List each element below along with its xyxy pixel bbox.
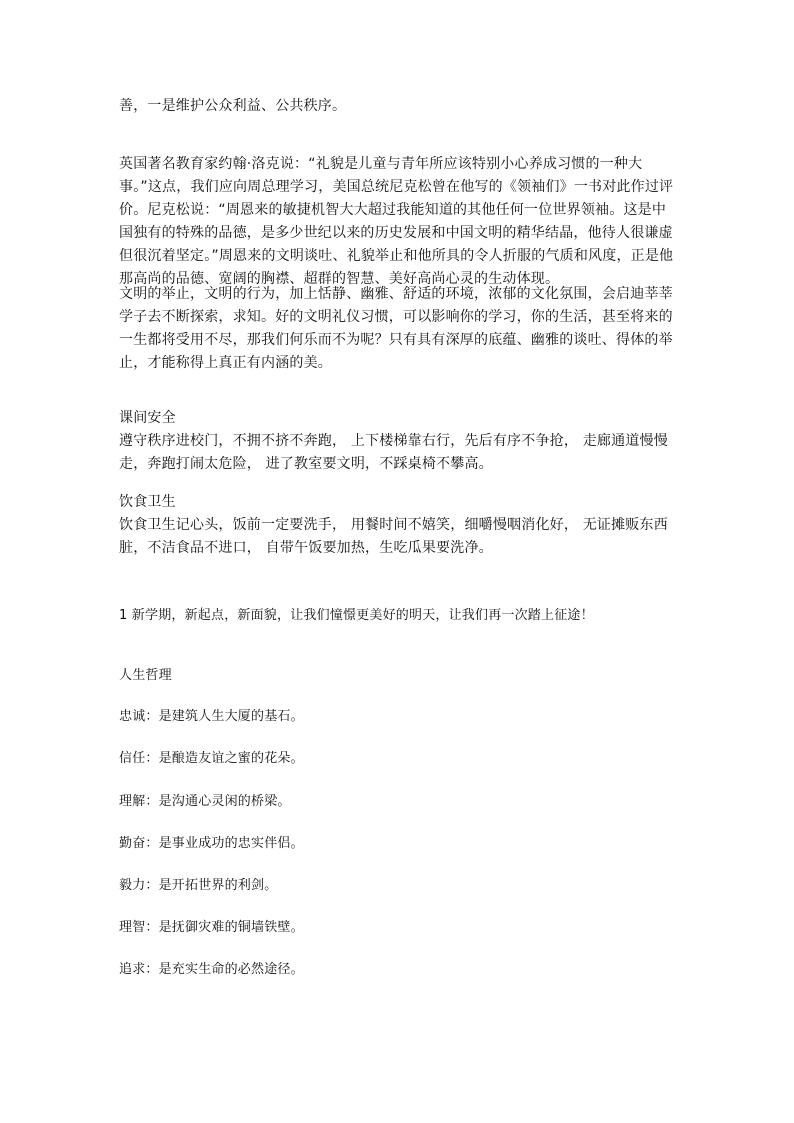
heading-life-philosophy: 人生哲理	[119, 668, 172, 683]
paragraph-civilized-behavior: 文明的举止，文明的行为，加上恬静、幽雅、舒适的环境，浓郁的文化氛围，会启迪莘莘学子去不断探索，求知。好的文明礼仪习惯，可以影响你的学习，你的生活，甚至将来的一生都将受用不尽，那我们何乐而不为呢？只有具有深厚的底蕴、幽雅的谈吐、得体的举止，才能称得上真正有内涵的美。	[119, 286, 673, 371]
slogan-new-semester: 1 新学期，新起点，新面貌，让我们憧憬更美好的明天，让我们再一次踏上征途！	[119, 608, 594, 623]
list-item: 毅力：是开拓世界的利剑。	[119, 878, 278, 893]
heading-recess-safety: 课间安全	[119, 410, 176, 426]
list-item: 忠诚：是建筑人生大厦的基石。	[119, 709, 304, 724]
list-item: 信任：是酿造友谊之蜜的花朵。	[119, 751, 304, 766]
text-recess-safety: 遵守秩序进校门，不拥不挤不奔跑， 上下楼梯靠右行，先后有序不争抢， 走廊通道慢慢走，奔跑打闹太危险， 进了教室要文明，不踩桌椅不攀高。	[119, 433, 668, 472]
text-food-hygiene: 饮食卫生记心头，饭前一定要洗手， 用餐时间不嬉笑，细嚼慢咽消化好， 无证摊贩东西脏，不洁食品不进口， 自带午饭要加热，生吃瓜果要洗净。	[119, 517, 668, 556]
list-item: 勤奋：是事业成功的忠实伴侣。	[119, 836, 304, 851]
heading-food-hygiene: 饮食卫生	[119, 494, 176, 510]
paragraph-locke-quote: 英国著名教育家约翰·洛克说：“礼貌是儿童与青年所应该特别小心养成习惯的一种大事。”这点，我们应向周总理学习，美国总统尼克松曾在他写的《领袖们》一书对此作过评价。尼克松说：“周恩来的敏捷机智大大超过我能知道的其他任何一位世界领袖。这是中国独有的特殊的品德，是多少世纪以来的历史发展和中国文明的精华结晶，他待人很谦虚但很沉着坚定。”周恩来的文明谈吐、礼貌举止和他所具的令人折服的气质和风度，正是他那高尚的品德、宽阔的胸襟、超群的智慧、美好高尚心灵的生动体现。	[119, 156, 674, 287]
list-item: 理解：是沟通心灵闲的桥梁。	[119, 794, 291, 809]
list-item: 追求：是充实生命的必然途径。	[119, 962, 304, 977]
paragraph-public-order: 善，一是维护公众利益、公共秩序。	[119, 98, 347, 114]
list-item: 理智：是抚御灾难的铜墙铁壁。	[119, 920, 304, 935]
